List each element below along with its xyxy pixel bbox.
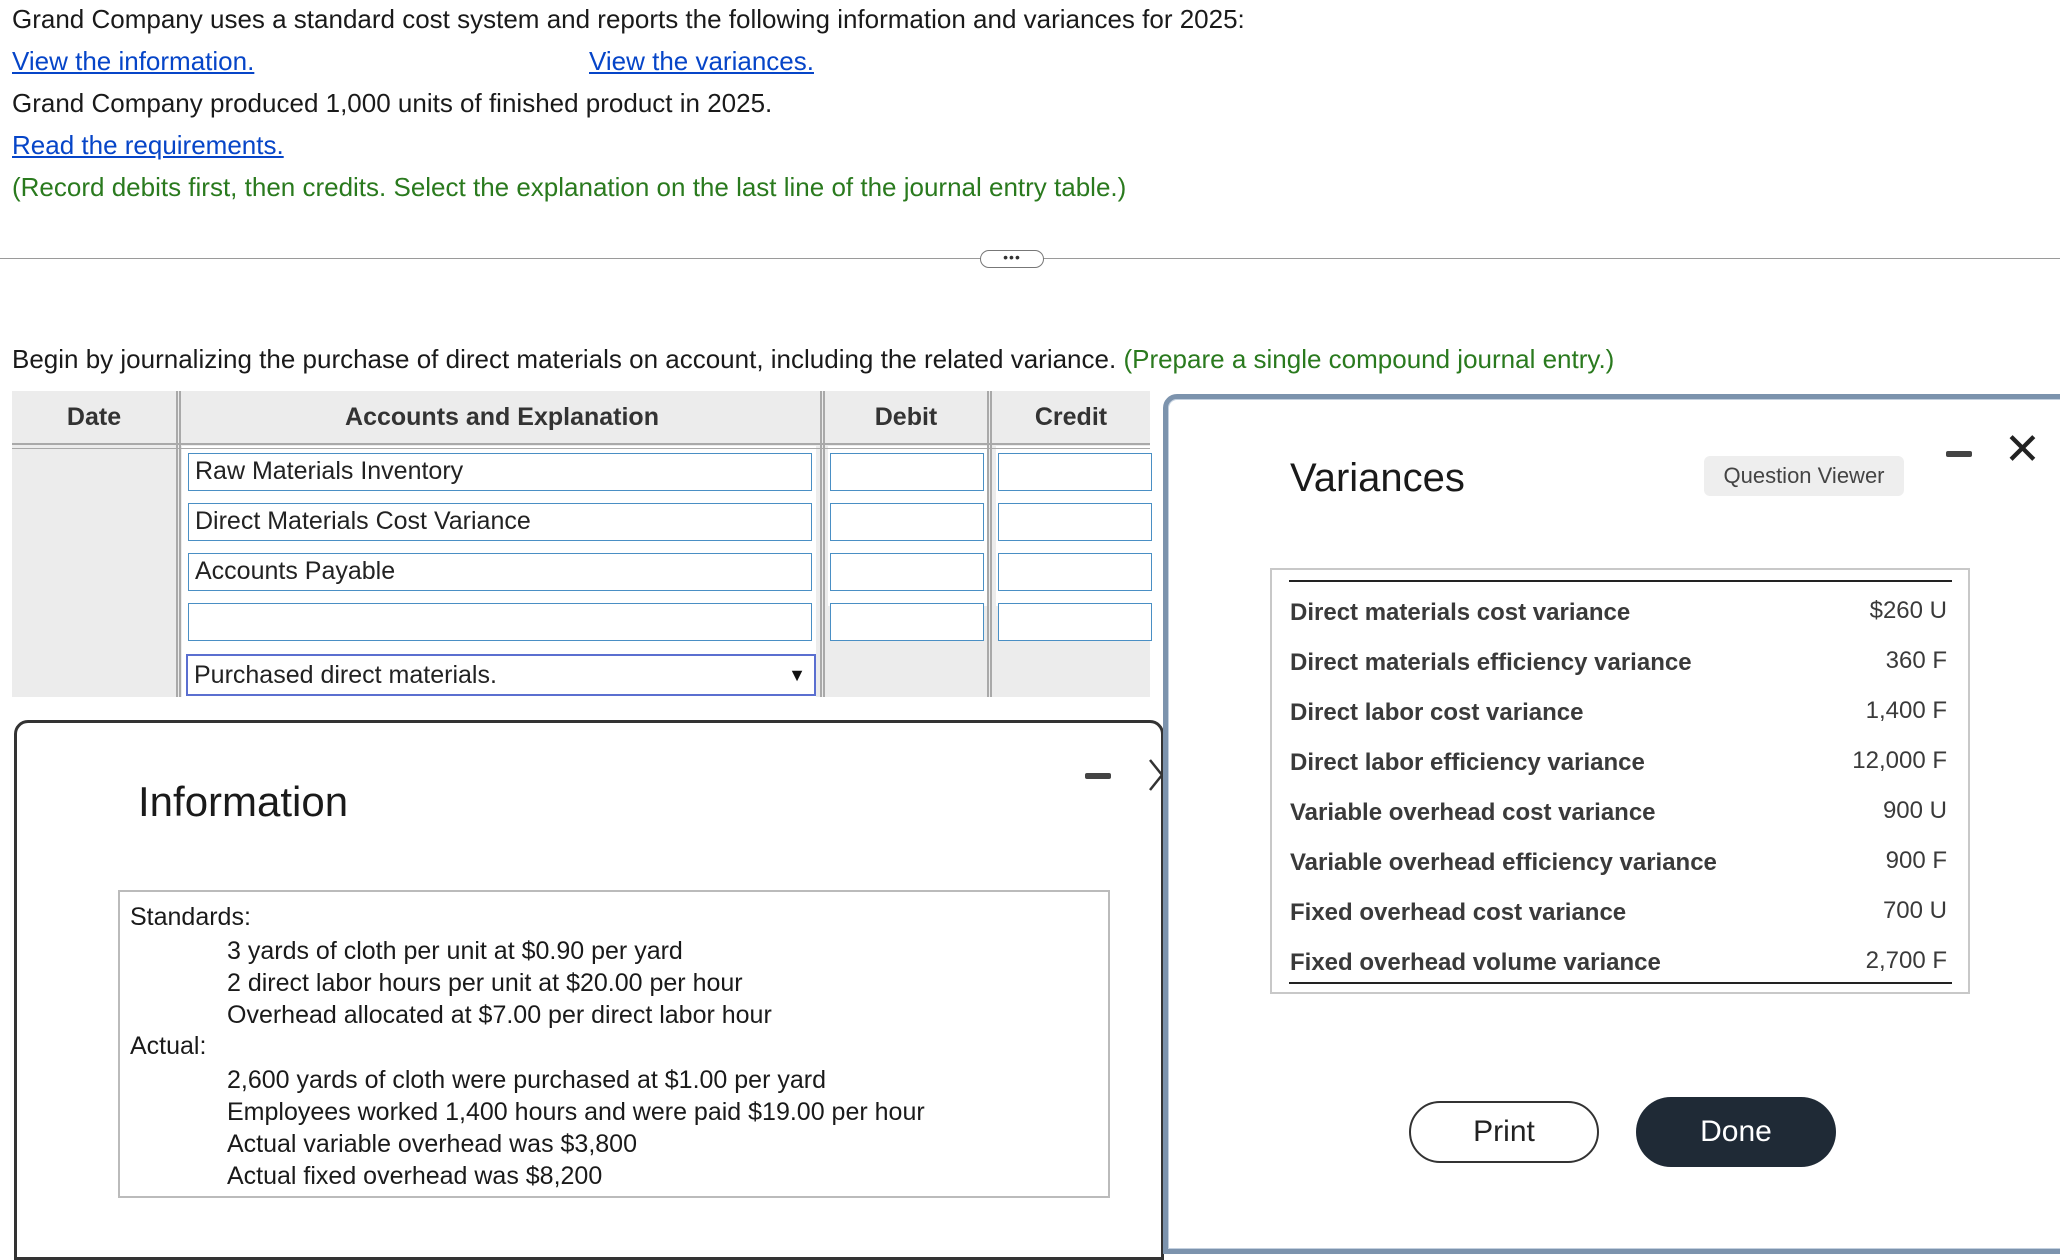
- standards-label: Standards:: [130, 903, 251, 931]
- header-divider: [12, 443, 1150, 449]
- instruction-text: (Record debits first, then credits. Select the explanation on the last line of the journal entry table.): [12, 172, 1127, 202]
- actual-label: Actual:: [130, 1032, 207, 1060]
- credit-input-1[interactable]: [998, 453, 1152, 491]
- explanation-value: Purchased direct materials.: [194, 661, 497, 689]
- table-top-rule: [1289, 580, 1952, 582]
- list-item: Actual variable overhead was $3,800: [227, 1130, 637, 1158]
- close-icon[interactable]: ✕: [2004, 425, 2041, 474]
- list-item: Employees worked 1,400 hours and were paid $19.00 per hour: [227, 1098, 925, 1126]
- dropdown-arrow-icon: ▼: [788, 665, 806, 685]
- credit-input-3[interactable]: [998, 553, 1152, 591]
- print-button[interactable]: Print: [1409, 1101, 1599, 1163]
- done-button[interactable]: Done: [1636, 1097, 1836, 1167]
- variances-title: Variances: [1290, 456, 1465, 500]
- view-variances-link[interactable]: View the variances.: [589, 46, 814, 76]
- list-item: 2 direct labor hours per unit at $20.00 per hour: [227, 969, 743, 997]
- account-input-4[interactable]: [188, 603, 812, 641]
- credit-input-2[interactable]: [998, 503, 1152, 541]
- account-input-2[interactable]: Direct Materials Cost Variance: [188, 503, 812, 541]
- chevron-right-icon[interactable]: [1148, 758, 1164, 792]
- minimize-icon[interactable]: [1085, 773, 1111, 779]
- actual-list: [227, 1064, 925, 1192]
- variance-label: Fixed overhead cost variance: [1290, 899, 1627, 926]
- variance-label: Fixed overhead volume variance: [1290, 949, 1661, 976]
- table-bottom-rule: [1289, 982, 1952, 984]
- variance-label: Direct materials cost variance: [1290, 599, 1631, 626]
- task-hint: (Prepare a single compound journal entry.): [1123, 344, 1615, 374]
- read-requirements-link[interactable]: Read the requirements.: [12, 130, 284, 160]
- variances-table: [1270, 568, 1970, 994]
- task-prompt: [12, 344, 1614, 375]
- standards-list: [227, 935, 772, 1031]
- header-accounts: Accounts and Explanation: [345, 402, 659, 431]
- intro-text: Grand Company uses a standard cost system and reports the following information and variances for 2025:: [12, 4, 1245, 34]
- header-debit: Debit: [874, 402, 938, 431]
- minimize-icon[interactable]: [1946, 451, 1972, 457]
- list-item: 3 yards of cloth per unit at $0.90 per yard: [227, 937, 683, 965]
- list-item: 2,600 yards of cloth were purchased at $1.00 per yard: [227, 1066, 826, 1094]
- variance-amount: $260 U: [1869, 597, 1947, 624]
- variance-amount: 1,400 F: [1865, 697, 1947, 724]
- column-divider: [987, 391, 992, 697]
- variance-amount: 12,000 F: [1852, 747, 1947, 774]
- variance-label: Variable overhead efficiency variance: [1290, 849, 1717, 876]
- account-input-1[interactable]: Raw Materials Inventory: [188, 453, 812, 491]
- expand-more-button[interactable]: •••: [980, 250, 1044, 268]
- header-credit: Credit: [1034, 402, 1108, 431]
- variance-amount: 2,700 F: [1865, 947, 1947, 974]
- account-input-3[interactable]: Accounts Payable: [188, 553, 812, 591]
- view-information-link[interactable]: View the information.: [12, 46, 255, 76]
- list-item: Actual fixed overhead was $8,200: [227, 1162, 603, 1190]
- debit-input-2[interactable]: [830, 503, 984, 541]
- variance-label: Direct labor cost variance: [1290, 699, 1584, 726]
- column-divider: [176, 391, 181, 697]
- production-text: Grand Company produced 1,000 units of finished product in 2025.: [12, 88, 773, 118]
- information-title: Information: [138, 778, 349, 825]
- question-viewer-button[interactable]: Question Viewer: [1704, 456, 1904, 496]
- debit-input-1[interactable]: [830, 453, 984, 491]
- variance-amount: 360 F: [1885, 647, 1947, 674]
- variance-label: Variable overhead cost variance: [1290, 799, 1656, 826]
- explanation-dropdown[interactable]: [186, 654, 816, 696]
- column-divider: [820, 391, 825, 697]
- debit-input-4[interactable]: [830, 603, 984, 641]
- variance-amount: 900 F: [1885, 847, 1947, 874]
- task-prompt-text: Begin by journalizing the purchase of direct materials on account, including the related variance.: [12, 344, 1117, 374]
- variance-label: Direct materials efficiency variance: [1290, 649, 1692, 676]
- variance-amount: 700 U: [1882, 897, 1947, 924]
- credit-input-4[interactable]: [998, 603, 1152, 641]
- variance-amount: 900 U: [1882, 797, 1947, 824]
- variance-label: Direct labor efficiency variance: [1290, 749, 1645, 776]
- list-item: Overhead allocated at $7.00 per direct labor hour: [227, 1001, 772, 1029]
- debit-input-3[interactable]: [830, 553, 984, 591]
- header-date: Date: [66, 402, 122, 431]
